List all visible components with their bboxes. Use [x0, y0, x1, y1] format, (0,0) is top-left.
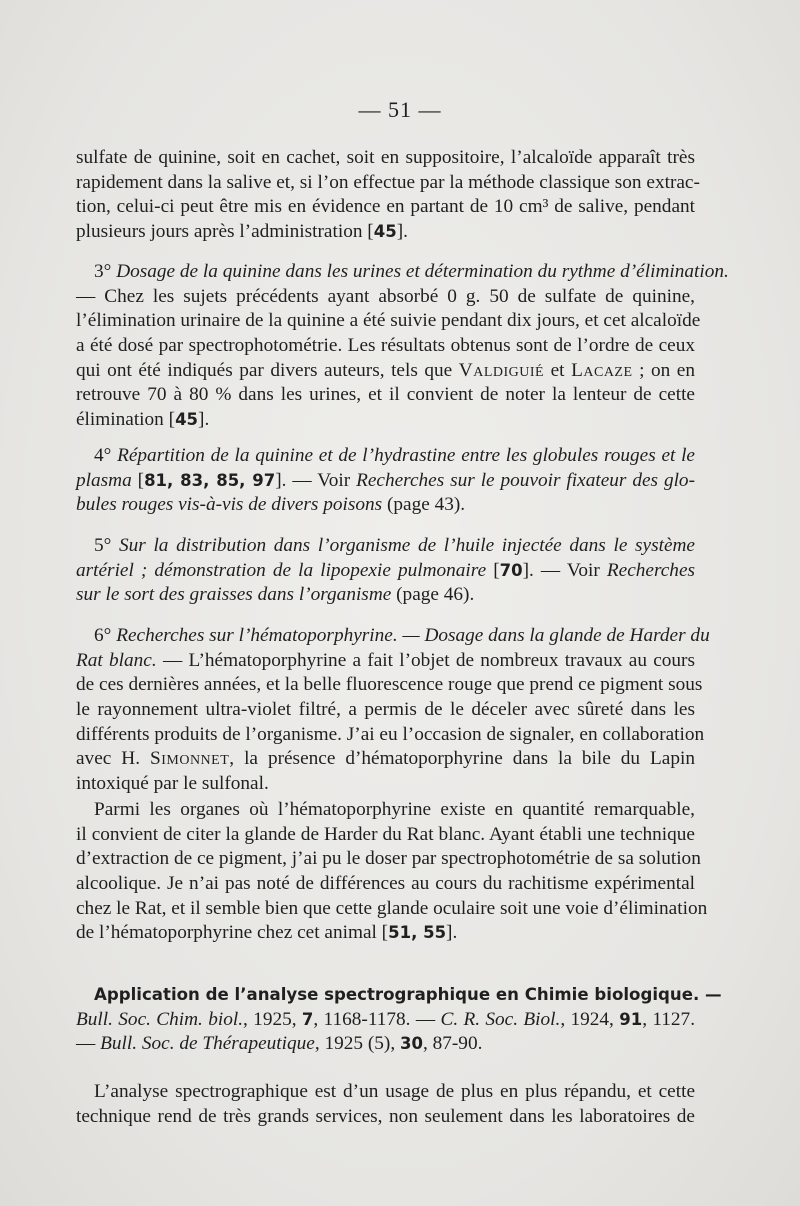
text-line: l’élimination urinaire de la quinine a été suivie pendant dix jours, et cet alcaloïde [76, 310, 701, 332]
author-name: Valdiguié [458, 359, 545, 381]
text-line: chez le Rat, et il semble bien que cette glande oculaire soit une voie d’élimination [76, 897, 708, 919]
text-line: différents produits de l’organisme. J’ai eu l’occasion de signaler, en collaboration [76, 723, 705, 745]
page-number: — 51 — [358, 97, 442, 122]
text-line: sur le sort des graisses dans l’organisme (page 46). [76, 584, 475, 606]
text-line: élimination [45]. [76, 409, 210, 431]
text-line: plasma [81, 83, 85, 97]. — Voir Recherches sur le pouvoir fixateur des glo- [76, 469, 695, 491]
text-line: retrouve 70 à 80 % dans les urines, et il convient de noter la lenteur de cette [76, 384, 695, 406]
text-line: a été dosé par spectrophotométrie. Les résultats obtenus sont de l’ordre de ceux [76, 335, 695, 357]
reference: 81, 83, 85, 97 [144, 470, 276, 490]
section-title-5: 5° Sur la distribution dans l’organisme de l’huile injectée dans le système [94, 535, 695, 556]
paragraph-analyse [76, 1080, 695, 1129]
author-name: Lacaze [571, 359, 633, 381]
text-line: plusieurs jours après l’administration [45]. [76, 221, 408, 243]
text-line: il convient de citer la glande de Harder du Rat blanc. Ayant établi une technique [76, 823, 695, 845]
citation-line: — Bull. Soc. de Thérapeutique, 1925 (5), 30, 87-90. [76, 1033, 483, 1055]
text-line: qui ont été indiqués par divers auteurs, tels que Valdiguié et Lacaze ; on en [76, 359, 696, 381]
section-title-3: 3° Dosage de la quinine dans les urines et détermination du rythme d’élimination. [94, 261, 729, 282]
text-line: L’analyse spectrographique est d’un usage de plus en plus répandu, et cette [94, 1081, 695, 1102]
text-line: Rat blanc. — L’hématoporphyrine a fait l’objet de nombreux travaux au cours [76, 649, 695, 671]
text-line: d’extraction de ce pigment, j’ai pu le doser par spectrophotométrie de sa solution [76, 848, 701, 870]
paragraph-glande-harder [76, 798, 708, 946]
text-line: artériel ; démonstration de la lipopexie pulmonaire [70]. — Voir Recherches [76, 559, 695, 581]
reference: 45 [175, 410, 199, 430]
paragraph-dosage-urines [76, 260, 729, 433]
paragraph-quinine-saliva [76, 146, 700, 245]
section-title-6: 6° Recherches sur l’hématoporphyrine. — Dosage dans la glande de Harder du [94, 625, 710, 646]
text-line: alcoolique. Je n’ai pas noté de différences au cours du rachitisme expérimental [76, 873, 695, 895]
text-line: rapidement dans la salive et, si l’on effectue par la méthode classique son extrac- [76, 171, 700, 193]
text-line: avec H. Simonnet, la présence d’hématoporphyrine dans la bile du Lapin [76, 748, 695, 770]
text-line: technique rend de très grands services, non seulement dans les laboratoires de [76, 1105, 695, 1127]
citation-line: Bull. Soc. Chim. biol., 1925, 7, 1168-1178. — C. R. Soc. Biol., 1924, 91, 1127. [76, 1008, 696, 1030]
text-line: intoxiqué par le sulfonal. [76, 773, 269, 795]
reference: 45 [373, 222, 397, 242]
section-spectrographique [76, 983, 722, 1057]
author-name: Simonnet [150, 748, 230, 770]
text-line: sulfate de quinine, soit en cachet, soit en suppositoire, l’alcaloïde apparaît très [76, 147, 695, 168]
text-line: de ces dernières années, et la belle fluorescence rouge que prend ce pigment sous [76, 674, 703, 696]
text-line: bules rouges vis-à-vis de divers poisons (page 43). [76, 494, 466, 516]
reference: 70 [499, 560, 523, 580]
text-line: le rayonnement ultra-violet filtré, a permis de le déceler avec sûreté dans les [76, 699, 695, 721]
text-line: tion, celui-ci peut être mis en évidence en partant de 10 cm³ de salive, pendant [76, 196, 695, 218]
text-line: Parmi les organes où l’hématoporphyrine existe en quantité remarquable, [94, 799, 695, 820]
text-line: de l’hématoporphyrine chez cet animal [51, 55]. [76, 922, 458, 944]
paragraph-hematoporphyrine [76, 624, 710, 797]
section-title-4: 4° Répartition de la quinine et de l’hydrastine entre les globules rouges et le [94, 445, 695, 466]
section-heading: Application de l’analyse spectrographique en Chimie biologique. — [94, 985, 722, 1004]
paragraph-repartition [76, 444, 695, 518]
paragraph-distribution [76, 534, 695, 608]
reference: 51, 55 [388, 923, 447, 943]
text-line: — Chez les sujets précédents ayant absorbé 0 g. 50 de sulfate de quinine, [76, 285, 695, 307]
